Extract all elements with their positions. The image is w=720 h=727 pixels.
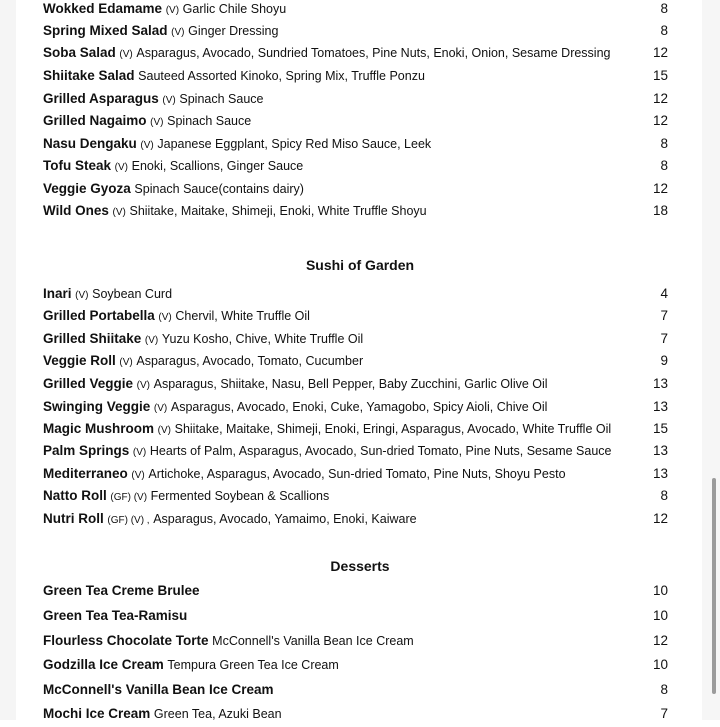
item-price: 15 [652, 421, 668, 436]
item-name: Nutri Roll [43, 511, 104, 526]
item-tag: (V) [75, 290, 89, 301]
menu-item [43, 703, 668, 725]
menu-item [43, 485, 668, 507]
menu-item [43, 508, 668, 530]
menu-item [43, 0, 668, 20]
item-name: Natto Roll [43, 488, 107, 503]
item-description: Ginger Dressing [188, 24, 279, 38]
item-price: 8 [660, 682, 668, 697]
item-description: Garlic Chile Shoyu [182, 2, 287, 16]
item-price: 8 [660, 136, 668, 151]
menu-item [43, 679, 668, 701]
item-tag: (V) [158, 312, 172, 323]
item-tag: (GF) (V) , [107, 515, 150, 526]
item-description: Shiitake, Maitake, Shimeji, Enoki, White Truffle Shoyu [129, 204, 427, 218]
item-price: 12 [652, 91, 668, 106]
menu-item [43, 65, 668, 87]
item-description: McConnell's Vanilla Bean Ice Cream [212, 634, 414, 648]
item-name: Nasu Dengaku [43, 136, 137, 151]
item-description: Hearts of Palm, Asparagus, Avocado, Sun-dried Tomato, Pine Nuts, Sesame Sauce [149, 444, 612, 458]
item-name: Shiitake Salad [43, 68, 135, 83]
item-price: 13 [652, 443, 668, 458]
item-price: 10 [652, 583, 668, 598]
item-name: Grilled Veggie [43, 376, 134, 391]
item-name: Godzilla Ice Cream [43, 657, 164, 672]
item-name: Palm Springs [43, 443, 130, 458]
item-price: 12 [652, 181, 668, 196]
menu-item [43, 463, 668, 485]
item-tag: (V) [136, 380, 150, 391]
menu-item [43, 654, 668, 676]
item-description: Yuzu Kosho, Chive, White Truffle Oil [161, 332, 364, 346]
item-description: Japanese Eggplant, Spicy Red Miso Sauce, Leek [157, 137, 432, 151]
item-description: Fermented Soybean & Scallions [150, 489, 330, 503]
item-price: 10 [652, 608, 668, 623]
menu-item [43, 155, 668, 177]
item-price: 12 [652, 633, 668, 648]
item-price: 13 [652, 376, 668, 391]
item-description: Tempura Green Tea Ice Cream [167, 658, 339, 672]
item-price: 15 [652, 68, 668, 83]
menu-item [43, 418, 668, 440]
item-name: Veggie Roll [43, 353, 116, 368]
item-name: Grilled Portabella [43, 308, 155, 323]
item-tag: (V) [119, 357, 133, 368]
menu-item [43, 178, 668, 200]
menu-item [43, 630, 668, 652]
item-tag: (V) [157, 425, 171, 436]
menu-item [43, 88, 668, 110]
menu-item [43, 605, 668, 627]
section-heading-sushi-of-garden: Sushi of Garden [305, 257, 415, 273]
item-price: 12 [652, 45, 668, 60]
item-tag: (V) [165, 5, 180, 16]
menu-item [43, 373, 668, 395]
item-tag: (V) [153, 403, 168, 414]
section-heading-desserts: Desserts [330, 558, 390, 574]
item-name: McConnell's Vanilla Bean Ice Cream [43, 682, 274, 697]
scrollbar[interactable] [712, 478, 716, 694]
item-price: 8 [660, 488, 668, 503]
item-name: Grilled Shiitake [43, 331, 142, 346]
item-name: Spring Mixed Salad [43, 23, 168, 38]
item-description: Shiitake, Maitake, Shimeji, Enoki, Eringi, Asparagus, Avocado, White Truffle Oil [174, 422, 612, 436]
item-price: 8 [660, 23, 668, 38]
item-price: 9 [660, 353, 668, 368]
item-price: 18 [652, 203, 668, 218]
item-tag: (V) [171, 27, 185, 38]
item-description: Sauteed Assorted Kinoko, Spring Mix, Truffle Ponzu [138, 69, 425, 83]
item-price: 12 [652, 511, 668, 526]
item-tag: (V) [162, 95, 176, 106]
item-description: Spinach Sauce [167, 114, 252, 128]
item-tag: (V) [144, 335, 159, 346]
right-edge [702, 0, 720, 720]
item-name: Mochi Ice Cream [43, 706, 151, 721]
item-name: Green Tea Creme Brulee [43, 583, 200, 598]
item-price: 12 [652, 113, 668, 128]
item-price: 8 [660, 1, 668, 16]
item-description: Asparagus, Shiitake, Nasu, Bell Pepper, Baby Zucchini, Garlic Olive Oil [153, 377, 548, 391]
item-description: Asparagus, Avocado, Enoki, Cuke, Yamagobo, Spicy Aioli, Chive Oil [170, 400, 548, 414]
menu-item [43, 110, 668, 132]
menu-item [43, 396, 668, 418]
item-name: Green Tea Tea-Ramisu [43, 608, 188, 623]
item-name: Inari [43, 286, 72, 301]
item-description: Spinach Sauce [179, 92, 264, 106]
menu-item [43, 42, 668, 64]
item-name: Soba Salad [43, 45, 116, 60]
menu-item [43, 133, 668, 155]
item-price: 7 [660, 308, 668, 323]
menu-item [43, 440, 668, 462]
menu-item [43, 350, 668, 372]
item-description: Chervil, White Truffle Oil [175, 309, 310, 323]
item-tag: (V) [150, 117, 164, 128]
item-name: Grilled Nagaimo [43, 113, 147, 128]
menu-item [43, 200, 668, 222]
item-description: Asparagus, Avocado, Sundried Tomatoes, Pine Nuts, Enoki, Onion, Sesame Dressing [136, 46, 611, 60]
menu-item [43, 305, 668, 327]
item-name: Flourless Chocolate Torte [43, 633, 209, 648]
item-description: Artichoke, Asparagus, Avocado, Sun-dried Tomato, Pine Nuts, Shoyu Pesto [148, 467, 566, 481]
item-name: Wokked Edamame [43, 1, 163, 16]
item-price: 10 [652, 657, 668, 672]
left-edge [0, 0, 16, 720]
item-name: Tofu Steak [43, 158, 112, 173]
item-tag: (V) [114, 162, 128, 173]
item-description: Green Tea, Azuki Bean [153, 707, 282, 721]
item-tag: (V) [140, 140, 154, 151]
item-name: Swinging Veggie [43, 399, 151, 414]
item-price: 4 [660, 286, 668, 301]
menu-item [43, 328, 668, 350]
item-price: 7 [660, 706, 668, 721]
item-description: Soybean Curd [92, 287, 173, 301]
item-name: Wild Ones [43, 203, 109, 218]
menu-item [43, 580, 668, 602]
item-tag: (V) [131, 470, 145, 481]
menu-item [43, 20, 668, 42]
item-price: 13 [652, 399, 668, 414]
item-description: Enoki, Scallions, Ginger Sauce [131, 159, 304, 173]
item-name: Grilled Asparagus [43, 91, 159, 106]
item-name: Mediterraneo [43, 466, 128, 481]
item-tag: (GF) (V) [110, 492, 148, 503]
item-price: 7 [660, 331, 668, 346]
item-tag: (V) [132, 447, 147, 458]
item-description: Asparagus, Avocado, Yamaimo, Enoki, Kaiware [153, 512, 417, 526]
item-description: Spinach Sauce(contains dairy) [134, 182, 304, 196]
item-tag: (V) [112, 207, 126, 218]
item-tag: (V) [119, 49, 133, 60]
item-price: 13 [652, 466, 668, 481]
item-price: 8 [660, 158, 668, 173]
menu-item [43, 283, 668, 305]
item-name: Magic Mushroom [43, 421, 155, 436]
item-name: Veggie Gyoza [43, 181, 131, 196]
item-description: Asparagus, Avocado, Tomato, Cucumber [136, 354, 364, 368]
